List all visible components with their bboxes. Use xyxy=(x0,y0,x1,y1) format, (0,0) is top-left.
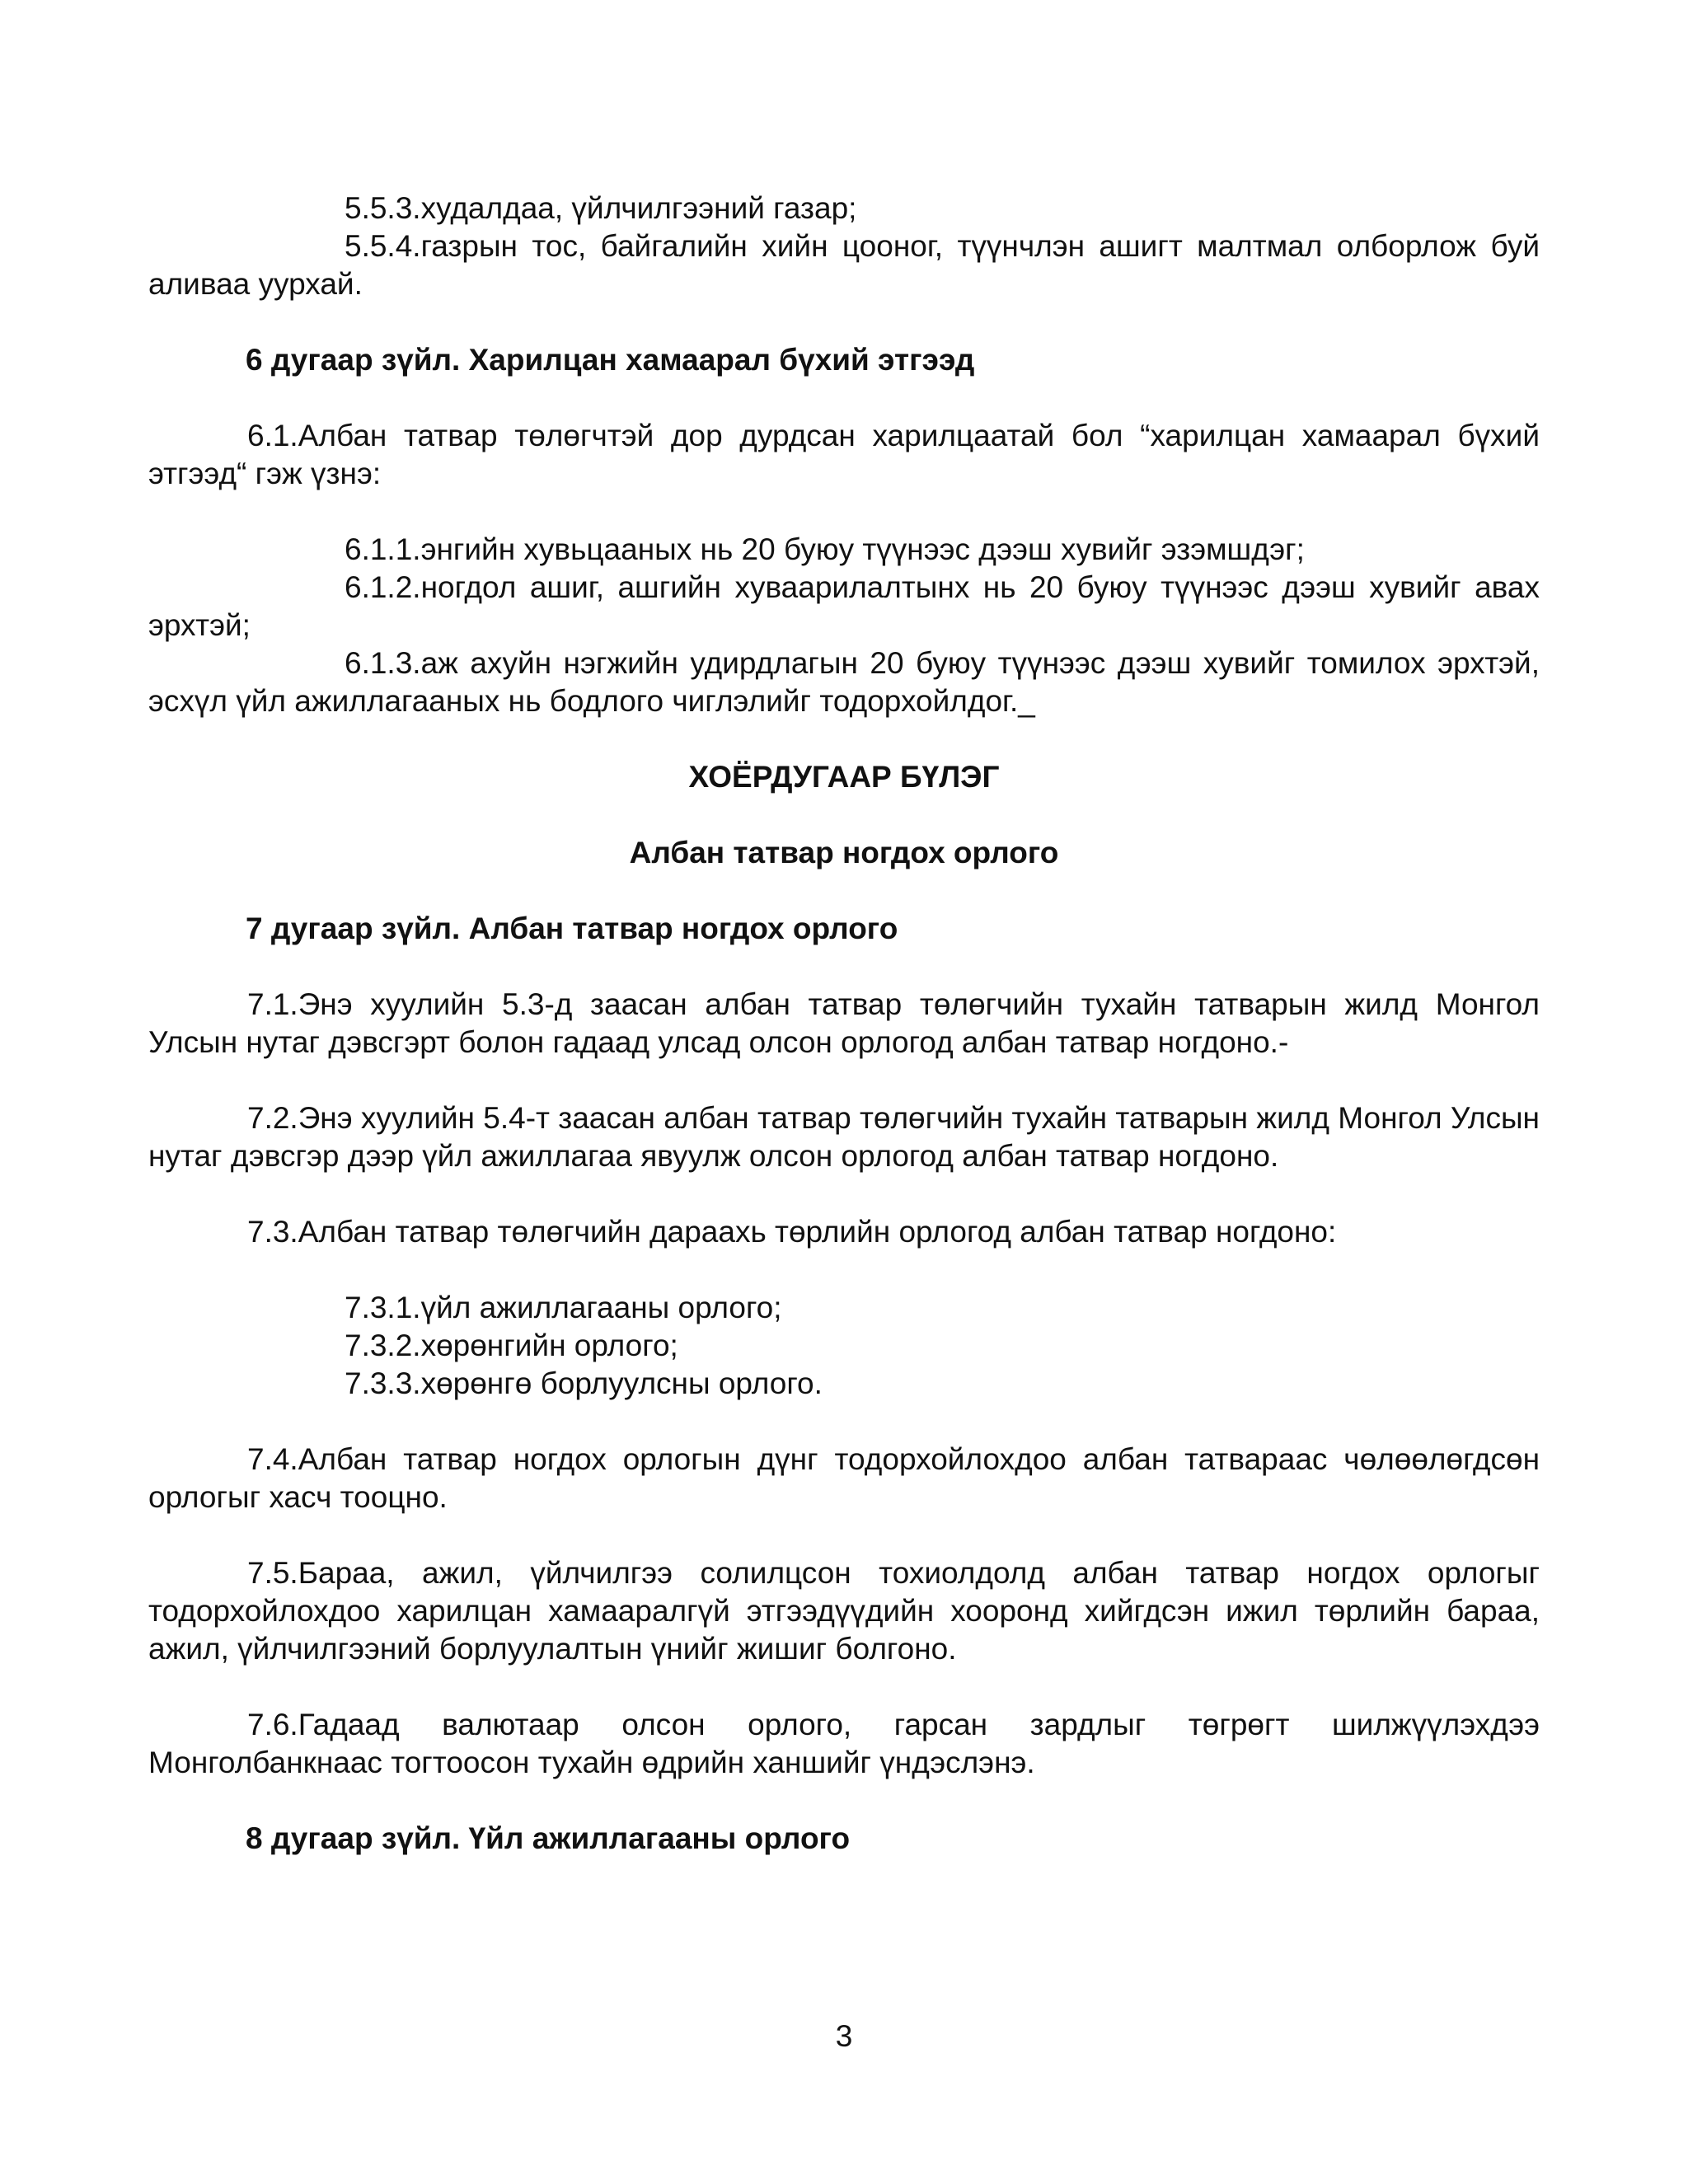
document-page xyxy=(148,190,1540,1858)
clause-6-1-2: 6.1.2.ногдол ашиг, ашгийн хуваарилалтынх нь 20 буюу түүнээс дээш хувийг авах эрхтэй; xyxy=(148,570,1540,642)
clause-7-3-1: 7.3.1.үйл ажиллагааны орлого; xyxy=(345,1291,782,1324)
clause-7-1: 7.1.Энэ хуулийн 5.3-д заасан албан татвар төлөгчийн тухайн татварын жилд Монгол Улсын нутаг дэвсгэрт болон гадаад улсад олсон орлогод албан татвар ногдоно.- xyxy=(148,987,1540,1059)
clause-7-3-3: 7.3.3.хөрөнгө борлуулсны орлого. xyxy=(345,1366,823,1400)
clause-7-5: 7.5.Бараа, ажил, үйлчилгээ солилцсон тохиолдолд албан татвар ногдох орлогыг тодорхойлохдоо харилцан хамааралгүй этгээдүүдийн хооронд хийгдсэн ижил төрлийн бараа, ажил, үйлчилгээний борлуулалтын үнийг жишиг болгоно. xyxy=(148,1556,1540,1666)
chapter-title: ХОЁРДУГААР БҮЛЭГ xyxy=(688,760,1000,794)
chapter-subtitle: Албан татвар ногдох орлого xyxy=(629,836,1059,869)
clause-5-5-3: 5.5.3.худалдаа, үйлчилгээний газар; xyxy=(345,191,857,225)
clause-6-1-3: 6.1.3.аж ахуйн нэгжийн удирдлагын 20 буюу түүнээс дээш хувийг томилох эрхтэй, эсхүл үйл ажиллагааных нь бодлого чиглэлийг тодорхойлдог._ xyxy=(148,646,1540,718)
clause-7-3-2: 7.3.2.хөрөнгийн орлого; xyxy=(345,1329,678,1362)
clause-7-6: 7.6.Гадаад валютаар олсон орлого, гарсан зардлыг төгрөгт шилжүүлэхдээ Монголбанкнаас тогтоосон тухайн өдрийн ханшийг үндэслэнэ. xyxy=(148,1708,1540,1779)
page-number: 3 xyxy=(835,2019,853,2053)
clause-7-4: 7.4.Албан татвар ногдох орлогын дүнг тодорхойлохдоо албан татвараас чөлөөлөгдсөн орлогыг хасч тооцно. xyxy=(148,1442,1540,1514)
clause-5-5-4: 5.5.4.газрын тос, байгалийн хийн цооног, түүнчлэн ашигт малтмал олборлож буй аливаа уурхай. xyxy=(148,229,1540,301)
article-7-heading: 7 дугаар зүйл. Албан татвар ногдох орлого xyxy=(246,912,898,945)
clause-6-1-1: 6.1.1.энгийн хувьцааных нь 20 буюу түүнээс дээш хувийг эзэмшдэг; xyxy=(345,532,1305,566)
clause-6-1: 6.1.Албан татвар төлөгчтэй дор дурдсан харилцаатай бол “харилцан хамаарал бүхий этгээд“ гэж үзнэ: xyxy=(148,419,1540,490)
article-6-heading: 6 дугаар зүйл. Харилцан хамаарал бүхий этгээд xyxy=(246,343,975,377)
clause-7-3: 7.3.Албан татвар төлөгчийн дараахь төрлийн орлогод албан татвар ногдоно: xyxy=(247,1215,1337,1249)
article-8-heading: 8 дугаар зүйл. Үйл ажиллагааны орлого xyxy=(246,1821,851,1855)
clause-7-2: 7.2.Энэ хуулийн 5.4-т заасан албан татвар төлөгчийн тухайн татварын жилд Монгол Улсын нутаг дэвсгэр дээр үйл ажиллагаа явуулж олсон орлогод албан татвар ногдоно. xyxy=(148,1101,1540,1173)
